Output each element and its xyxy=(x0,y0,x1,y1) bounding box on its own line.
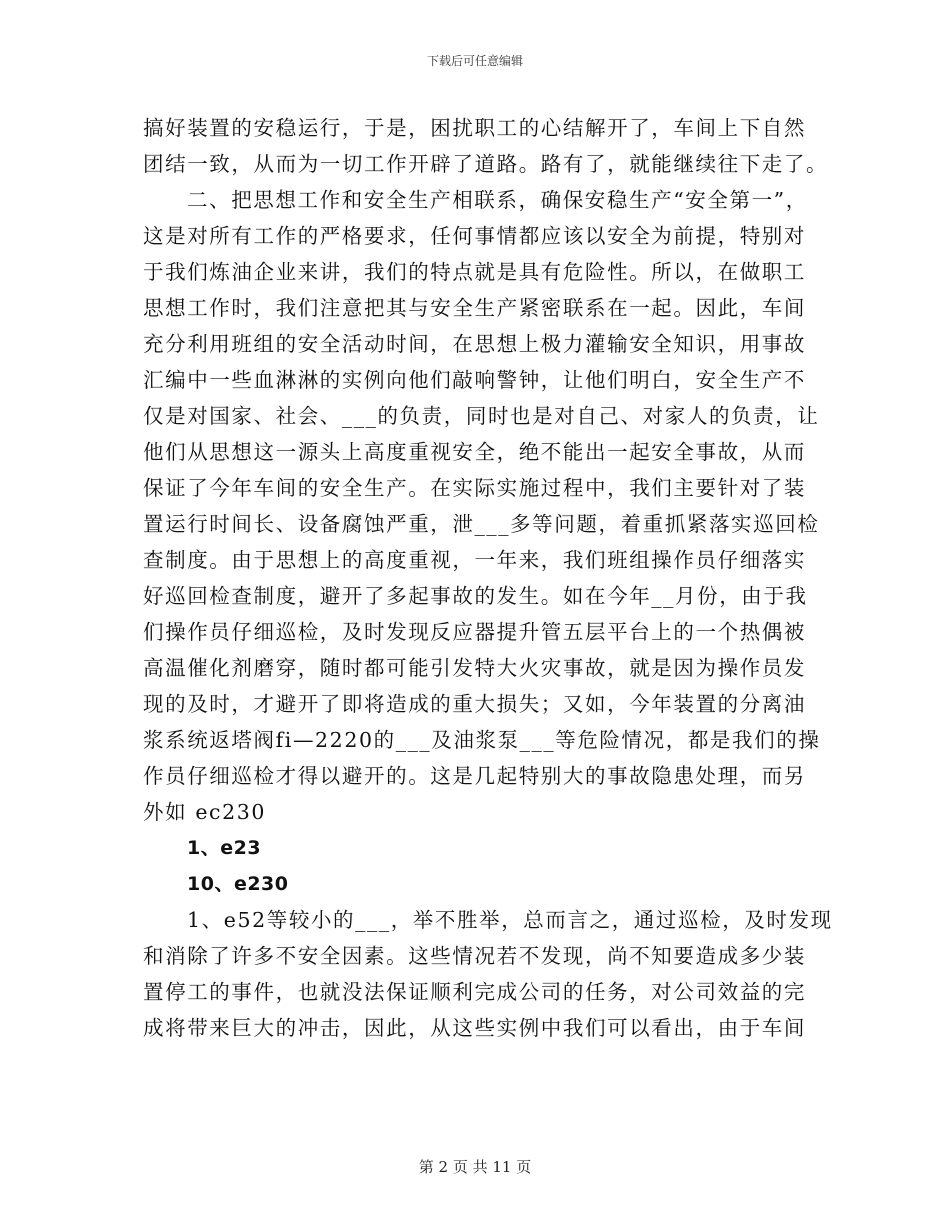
section-heading-line: 二、把思想工作和安全生产相联系，确保安稳生产“安全第一”， xyxy=(187,188,808,212)
text-line: 现的及时，才避开了即将造成的重大损失；又如，今年装置的分离油 xyxy=(143,692,806,716)
page-header-note: 下载后可任意编辑 xyxy=(426,54,523,68)
page-number-footer: 第 2 页 共 11 页 xyxy=(418,1158,532,1176)
text-line: 好巡回检查制度，避开了多起事故的发生。如在今年__月份，由于我 xyxy=(143,584,808,608)
text-line: 这是对所有工作的严格要求，任何事情都应该以安全为前提，特别对 xyxy=(143,224,806,248)
text-line: 汇编中一些血淋淋的实例向他们敲响警钟，让他们明白，安全生产不 xyxy=(143,368,806,392)
text-line: 思想工作时，我们注意把其与安全生产紧密联系在一起。因此，车间 xyxy=(143,296,806,320)
text-line: 团结一致，从而为一切工作开辟了道路。路有了，就能继续往下走了。 xyxy=(143,152,829,176)
text-line: 置运行时间长、设备腐蚀严重，泄___多等问题，着重抓紧落实巡回检 xyxy=(143,512,820,536)
text-line: 于我们炼油企业来讲，我们的特点就是具有危险性。所以，在做职工 xyxy=(143,260,806,284)
text-line: 他们从思想这一源头上高度重视安全，绝不能出一起安全事故，从而 xyxy=(143,440,806,464)
document-body xyxy=(143,110,833,1046)
text-line: 仅是对国家、社会、___的负责，同时也是对自己、对家人的负责，让 xyxy=(143,404,820,428)
text-line: 作员仔细巡检才得以避开的。这是几起特别大的事故隐患处理，而另 xyxy=(143,764,806,788)
text-line: 们操作员仔细巡检，及时发现反应器提升管五层平台上的一个热偶被 xyxy=(143,620,806,644)
text-line: 1、e52等较小的___，举不胜举，总而言之，通过巡检，及时发现 xyxy=(187,908,833,932)
text-line: 外如 ec230 xyxy=(143,800,267,824)
list-item-line: 10、e230 xyxy=(187,873,289,895)
text-line: 搞好装置的安稳运行，于是，困扰职工的心结解开了，车间上下自然 xyxy=(143,116,806,140)
text-line: 和消除了许多不安全因素。这些情况若不发现，尚不知要造成多少装 xyxy=(143,944,806,968)
text-line: 保证了今年车间的安全生产。在实际实施过程中，我们主要针对了装 xyxy=(143,476,806,500)
text-line: 充分利用班组的安全活动时间，在思想上极力灌输安全知识，用事故 xyxy=(143,332,806,356)
text-line: 查制度。由于思想上的高度重视，一年来，我们班组操作员仔细落实 xyxy=(143,548,806,572)
text-line: 浆系统返塔阀fi—2220的___及油浆泵___等危险情况，都是我们的操 xyxy=(143,728,821,752)
text-line: 成将带来巨大的冲击，因此，从这些实例中我们可以看出，由于车间 xyxy=(143,1016,806,1040)
list-item-line: 1、e23 xyxy=(187,837,262,859)
text-line: 高温催化剂磨穿，随时都可能引发特大火灾事故，就是因为操作员发 xyxy=(143,656,806,680)
text-line: 置停工的事件，也就没法保证顺利完成公司的任务，对公司效益的完 xyxy=(143,980,806,1004)
